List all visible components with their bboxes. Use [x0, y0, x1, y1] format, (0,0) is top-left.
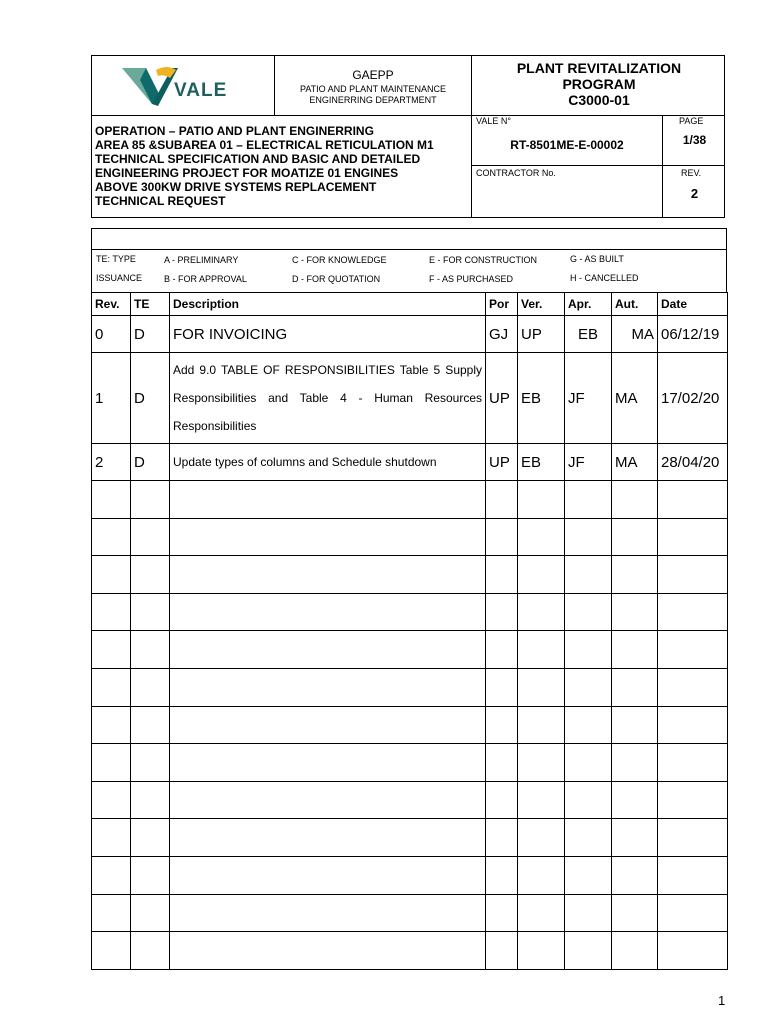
cell-te: D	[131, 316, 170, 353]
empty-cell	[92, 556, 131, 594]
cell-ver: UP	[518, 316, 565, 353]
empty-cell	[131, 856, 170, 894]
empty-cell	[92, 781, 131, 819]
empty-cell	[486, 706, 518, 744]
legend-h: H - CANCELLED	[570, 273, 639, 283]
empty-cell	[612, 856, 658, 894]
empty-cell	[486, 744, 518, 782]
empty-cell	[486, 518, 518, 556]
col-por: Por	[486, 293, 518, 316]
col-te: TE	[131, 293, 170, 316]
empty-cell	[92, 481, 131, 519]
legend-b: B - FOR APPROVAL	[164, 274, 247, 284]
legend-f: F - AS PURCHASED	[429, 274, 514, 284]
empty-cell	[131, 518, 170, 556]
cell-rev: 0	[92, 316, 131, 353]
org-name: GAEPP	[352, 68, 394, 82]
cell-te: D	[131, 444, 170, 481]
empty-table-row	[92, 518, 728, 556]
empty-cell	[612, 518, 658, 556]
empty-cell	[565, 518, 612, 556]
document-header	[91, 55, 725, 218]
empty-table-row	[92, 856, 728, 894]
empty-cell	[612, 781, 658, 819]
empty-table-row	[92, 631, 728, 669]
empty-cell	[565, 894, 612, 932]
empty-cell	[565, 819, 612, 857]
empty-cell	[612, 894, 658, 932]
empty-cell	[92, 856, 131, 894]
empty-cell	[565, 706, 612, 744]
empty-cell	[612, 744, 658, 782]
empty-cell	[486, 556, 518, 594]
empty-cell	[170, 819, 486, 857]
empty-cell	[486, 593, 518, 631]
empty-rows	[92, 481, 728, 970]
legend-te-type: TE: TYPE	[96, 254, 136, 264]
legend-g: G - AS BUILT	[570, 254, 624, 264]
op-line: TECHNICAL SPECIFICATION AND BASIC AND DETAILED	[95, 152, 421, 166]
cell-por: UP	[486, 444, 518, 481]
revision-table	[91, 292, 728, 970]
page-value: 1/38	[682, 133, 707, 147]
empty-cell	[565, 856, 612, 894]
empty-cell	[131, 706, 170, 744]
empty-cell	[518, 556, 565, 594]
op-line: TECHNICAL REQUEST	[95, 194, 226, 208]
empty-cell	[92, 668, 131, 706]
empty-cell	[170, 556, 486, 594]
empty-cell	[518, 518, 565, 556]
org-sub-2: ENGINERRING DEPARTMENT	[309, 95, 437, 105]
col-ver: Ver.	[518, 293, 565, 316]
cell-ver: EB	[518, 353, 565, 444]
empty-cell	[170, 481, 486, 519]
empty-cell	[92, 894, 131, 932]
empty-cell	[612, 819, 658, 857]
empty-cell	[131, 593, 170, 631]
cell-aut: MA	[612, 444, 658, 481]
empty-cell	[612, 593, 658, 631]
vale-logo	[92, 56, 274, 115]
divider	[92, 249, 726, 250]
empty-cell	[486, 856, 518, 894]
vale-no-label: VALE N°	[476, 116, 511, 126]
empty-table-row	[92, 819, 728, 857]
col-date: Date	[658, 293, 728, 316]
table-row	[92, 316, 728, 353]
col-apr: Apr.	[565, 293, 612, 316]
table-row	[92, 353, 728, 444]
legend-d: D - FOR QUOTATION	[292, 274, 381, 284]
empty-cell	[170, 631, 486, 669]
page-label: PAGE	[679, 116, 704, 126]
legend-a: A - PRELIMINARY	[164, 255, 239, 265]
empty-cell	[565, 668, 612, 706]
empty-cell	[518, 781, 565, 819]
contractor-label: CONTRACTOR No.	[476, 168, 556, 178]
empty-table-row	[92, 593, 728, 631]
empty-cell	[565, 556, 612, 594]
logo-text: VALE	[174, 80, 228, 101]
empty-cell	[170, 856, 486, 894]
cell-date: 17/02/20	[658, 353, 728, 444]
empty-cell	[131, 631, 170, 669]
empty-cell	[131, 781, 170, 819]
cell-apr: JF	[565, 444, 612, 481]
empty-table-row	[92, 481, 728, 519]
empty-cell	[658, 744, 728, 782]
cell-por: UP	[486, 353, 518, 444]
empty-cell	[170, 894, 486, 932]
cell-aut: MA	[612, 316, 658, 353]
empty-cell	[486, 481, 518, 519]
empty-cell	[518, 668, 565, 706]
empty-cell	[486, 819, 518, 857]
cell-por: GJ	[486, 316, 518, 353]
empty-cell	[612, 932, 658, 970]
empty-cell	[612, 631, 658, 669]
op-line: OPERATION – PATIO AND PLANT ENGINERRING	[95, 124, 374, 138]
empty-cell	[518, 819, 565, 857]
divider	[662, 115, 663, 218]
empty-cell	[565, 781, 612, 819]
empty-cell	[486, 631, 518, 669]
document-number: RT-8501ME-E-00002	[510, 138, 624, 152]
operation-description	[95, 124, 470, 208]
empty-cell	[486, 932, 518, 970]
empty-cell	[518, 932, 565, 970]
empty-cell	[658, 894, 728, 932]
empty-cell	[518, 706, 565, 744]
empty-cell	[565, 631, 612, 669]
empty-cell	[486, 668, 518, 706]
empty-cell	[612, 668, 658, 706]
empty-table-row	[92, 744, 728, 782]
legend-e: E - FOR CONSTRUCTION	[429, 255, 537, 265]
program-line-1: PLANT REVITALIZATION	[516, 60, 682, 76]
issuance-legend	[91, 228, 727, 293]
empty-cell	[131, 481, 170, 519]
empty-cell	[170, 593, 486, 631]
empty-cell	[170, 744, 486, 782]
empty-cell	[131, 668, 170, 706]
program-line-2: PROGRAM	[562, 76, 636, 92]
col-rev: Rev.	[92, 293, 131, 316]
col-description: Description	[170, 293, 486, 316]
empty-cell	[565, 593, 612, 631]
op-line: ABOVE 300KW DRIVE SYSTEMS REPLACEMENT	[95, 180, 377, 194]
empty-cell	[518, 593, 565, 631]
empty-table-row	[92, 781, 728, 819]
empty-cell	[92, 819, 131, 857]
empty-cell	[518, 481, 565, 519]
program-title	[472, 56, 726, 115]
empty-table-row	[92, 706, 728, 744]
empty-cell	[658, 706, 728, 744]
empty-table-row	[92, 894, 728, 932]
empty-cell	[518, 744, 565, 782]
cell-date: 28/04/20	[658, 444, 728, 481]
rev-value: 2	[690, 186, 699, 201]
empty-cell	[170, 781, 486, 819]
empty-cell	[518, 894, 565, 932]
empty-cell	[170, 518, 486, 556]
empty-cell	[92, 706, 131, 744]
cell-apr: EB	[565, 316, 612, 353]
empty-cell	[486, 894, 518, 932]
empty-cell	[565, 744, 612, 782]
op-line: AREA 85 &SUBAREA 01 – ELECTRICAL RETICULATION M1	[95, 138, 434, 152]
empty-cell	[518, 856, 565, 894]
empty-cell	[170, 706, 486, 744]
cell-description: FOR INVOICING	[170, 316, 486, 353]
empty-cell	[486, 781, 518, 819]
empty-cell	[658, 631, 728, 669]
empty-cell	[131, 819, 170, 857]
empty-cell	[170, 932, 486, 970]
empty-cell	[658, 518, 728, 556]
empty-cell	[131, 894, 170, 932]
empty-cell	[658, 556, 728, 594]
cell-description: Update types of columns and Schedule shutdown	[170, 444, 486, 481]
empty-cell	[565, 932, 612, 970]
divider	[471, 165, 725, 166]
empty-table-row	[92, 556, 728, 594]
empty-cell	[658, 481, 728, 519]
empty-cell	[612, 556, 658, 594]
col-aut: Aut.	[612, 293, 658, 316]
program-code: C3000-01	[568, 92, 630, 108]
cell-date: 06/12/19	[658, 316, 728, 353]
empty-cell	[92, 593, 131, 631]
empty-cell	[565, 481, 612, 519]
page-number: 1	[718, 993, 726, 1008]
cell-ver: EB	[518, 444, 565, 481]
empty-cell	[658, 781, 728, 819]
empty-cell	[658, 856, 728, 894]
empty-cell	[92, 744, 131, 782]
empty-cell	[658, 932, 728, 970]
empty-cell	[658, 593, 728, 631]
cell-apr: JF	[565, 353, 612, 444]
empty-cell	[131, 744, 170, 782]
empty-cell	[612, 706, 658, 744]
empty-cell	[518, 631, 565, 669]
cell-rev: 2	[92, 444, 131, 481]
table-header-row	[92, 293, 728, 316]
empty-cell	[131, 556, 170, 594]
legend-c: C - FOR KNOWLEDGE	[292, 255, 387, 265]
department-block	[275, 56, 471, 115]
empty-cell	[92, 518, 131, 556]
empty-cell	[131, 932, 170, 970]
cell-rev: 1	[92, 353, 131, 444]
empty-cell	[658, 819, 728, 857]
empty-cell	[92, 932, 131, 970]
op-line: ENGINEERING PROJECT FOR MOATIZE 01 ENGINES	[95, 166, 399, 180]
legend-issuance: ISSUANCE	[96, 273, 143, 283]
divider	[92, 115, 724, 116]
cell-te: D	[131, 353, 170, 444]
cell-aut: MA	[612, 353, 658, 444]
empty-cell	[612, 481, 658, 519]
empty-cell	[92, 631, 131, 669]
rev-label: REV.	[681, 168, 702, 178]
empty-cell	[658, 668, 728, 706]
cell-description: Add 9.0 TABLE OF RESPONSIBILITIES Table 5 Supply Responsibilities and Table 4 - Human Resources Responsibilities	[170, 353, 486, 444]
empty-cell	[170, 668, 486, 706]
empty-table-row	[92, 668, 728, 706]
org-sub-1: PATIO AND PLANT MAINTENANCE	[299, 84, 447, 94]
table-row	[92, 444, 728, 481]
empty-table-row	[92, 932, 728, 970]
